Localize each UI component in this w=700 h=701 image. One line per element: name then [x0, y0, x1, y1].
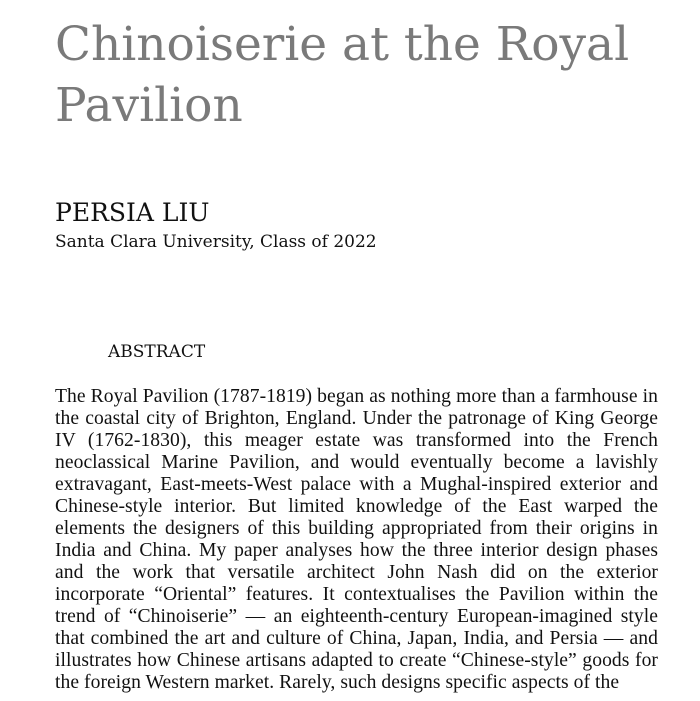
paper-title: Chinoiserie at the Royal Pavilion [55, 17, 630, 133]
author-affiliation: Santa Clara University, Class of 2022 [55, 232, 377, 252]
author-name: PERSIA LIU [55, 198, 210, 227]
abstract-text: The Royal Pavilion (1787-1819) began as nothing more than a farmhouse in the coastal city of Brighton, England. Under the patronage of King George IV (1762-1830), this meager estate was transformed into the French neoclassical Marine Pavilion, and would eventually become a lavishly extravagant, East-meets-West palace with a Mughal-inspired exterior and Chinese-style interior. But limited knowledge of the East warped the elements the designers of this building appropriated from their origins in India and China. My paper analyses how the three interior design phases and the work that versatile architect John Nash did on the exterior incorporate “Oriental” features. It contextualises the Pavilion within the trend of “Chinoiserie” — an eighteenth-century European-imagined style that combined the art and culture of China, Japan, India, and Persia — and illustrates how Chinese artisans adapted to create “Chinese-style” goods for the foreign Western market. Rarely, such designs specific aspects of the [55, 386, 658, 693]
abstract-heading: ABSTRACT [108, 342, 206, 362]
